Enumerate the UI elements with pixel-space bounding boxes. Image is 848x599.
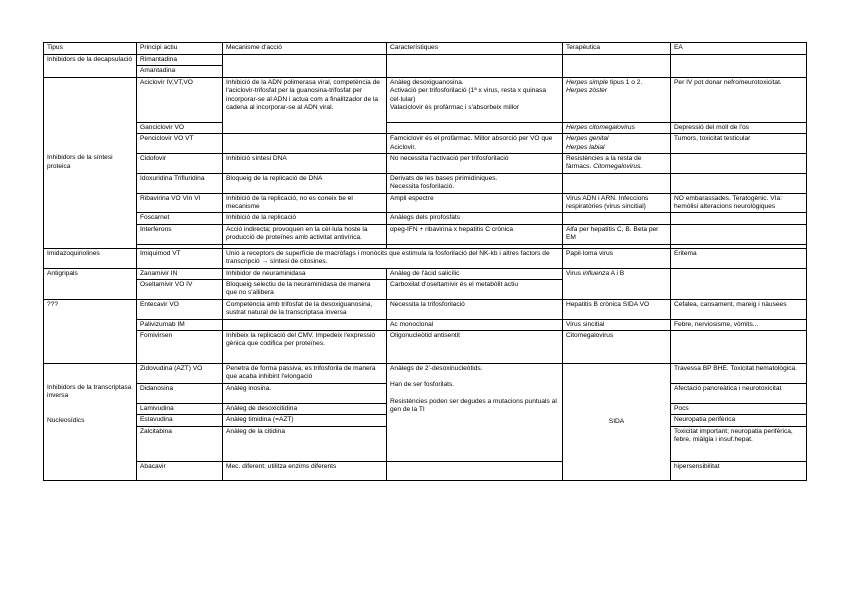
mechanism-cell: Inhibició de la replicació, no es coneix be el mecanisme: [223, 193, 387, 213]
therapeutics-cell: [563, 173, 671, 193]
adverse-effects-cell: Cefalea, cansament, mareig i nàusees: [671, 299, 807, 319]
adverse-effects-cell: [671, 268, 807, 299]
characteristics-cell: [387, 122, 563, 133]
drug-name: Penciclovir VO VT: [137, 134, 223, 154]
mechanism-cell: Inhibidor de neuraminidasa: [223, 268, 387, 279]
adverse-effects-cell: hipersensibilitat: [671, 461, 807, 480]
drug-name: Imiquimod VT: [137, 248, 223, 268]
characteristics-line: Necessita fosforilació.: [390, 183, 455, 191]
adverse-effects-cell: NO embarassades. Teratogènic. VIa: hemòlisi alteracions neurològiques: [671, 193, 807, 213]
therapeutics-cell: [563, 213, 671, 224]
adverse-effects-cell: Travessa BP BHE. Toxicitat hematològica.: [671, 363, 807, 383]
characteristics-cell: αpeg-IFN + ribavirina x hepatitis C crònica: [387, 224, 563, 244]
mechanism-cell: Inhibició de la ADN polimerasa viral, competència de l'aciclovir-trifosfat per la guanosina-trifosfat per incorporar-se al ADN i actua com a finalitzador de la cadena al incorporar-se al ADN viral.: [223, 77, 387, 133]
drug-name: Abacavir: [137, 461, 223, 480]
drug-name: Fomivirsen: [137, 330, 223, 363]
header-cell-drug: Principi actiu: [137, 43, 223, 55]
table-row: [44, 268, 807, 279]
table-row: [44, 55, 807, 66]
therapeutics-italic: Citomegalovirus.: [593, 163, 643, 171]
adverse-effects-cell: Neuropatia perifèrica: [671, 415, 807, 426]
mechanism-cell: [223, 319, 387, 330]
drug-name: Amantadina: [137, 66, 223, 77]
group-label: [44, 363, 137, 480]
mechanism-cell: Inhibició síntesi DNA: [223, 154, 387, 174]
therapeutics-cell: [563, 55, 671, 78]
therapeutics-cell: Virus ADN i ARN. Infeccions respiratòries (virus sincitial): [563, 193, 671, 213]
characteristics-cell: [387, 461, 563, 480]
characteristics-cell: Carboxilat d'oseltamivir és el metabòlit actiu: [387, 279, 563, 299]
drug-name: Rimantadina: [137, 55, 223, 66]
drug-name: Idoxuridina Trifluridina: [137, 173, 223, 193]
therapeutics-cell: [563, 77, 671, 122]
therapeutics-cell: Alfa per hepatitis C, B. Beta per EM: [563, 224, 671, 244]
mechanism-cell: Mec. diferent; utilitza enzims diferents: [223, 461, 387, 480]
table-row: [44, 154, 807, 174]
characteristics-cell: Famciclovir és el profàrmac. Millor absorció per VO que Aciclovir.: [387, 134, 563, 154]
therapeutics-cell: SIDA: [563, 363, 671, 480]
adverse-effects-cell: Per IV pot donar nefro/neurotoxicitat.: [671, 77, 807, 122]
characteristics-cell: [387, 173, 563, 193]
characteristics-line: Derivats de les bases pirimidíniques.: [390, 174, 498, 182]
adverse-effects-cell: Toxicitat important; neuropatia perifèrica, febre, miàlgia i insuf.hepat.: [671, 426, 807, 461]
mechanism-cell: Inhibeix la replicació del CMV. Impedeix l'expressió gènica que codifica per proteïnes.: [223, 330, 387, 363]
characteristics-cell: Ampli espectre: [387, 193, 563, 213]
therapeutics-italic: Herpes simple: [566, 78, 609, 86]
header-cell-type: Tipus: [44, 43, 137, 55]
characteristics-cell: Necessita la trifosforilació: [387, 299, 563, 319]
characteristics-cell: Anàlegs dels pirofosfats: [387, 213, 563, 224]
characteristics-line: Han de ser fosforilats.: [390, 381, 455, 389]
drug-name: Entecavir VO: [137, 299, 223, 319]
therapeutics-italic: Herpes genital: [566, 135, 609, 143]
therapeutics-text: tipus 1 o 2.: [608, 78, 643, 86]
drug-name: Aciclovir IV,VT,VO: [137, 77, 223, 122]
therapeutics-cell: Virus sincitial: [563, 319, 671, 330]
therapeutics-italic: influenza: [582, 269, 610, 277]
table-row: [44, 77, 807, 122]
mechanism-cell: Penetra de forma passiva, es trifosforila de manera que acaba inhibint l'elongació: [223, 363, 387, 383]
characteristics-line: Activació per trifosforilació (1ª x virus, resta x quinasa cel·lular): [390, 87, 546, 103]
adverse-effects-cell: [671, 224, 807, 244]
therapeutics-cell: Citomegalovirus: [563, 330, 671, 363]
drug-name: Zanamivir IN: [137, 268, 223, 279]
table-row: [44, 173, 807, 193]
characteristics-cell: [387, 55, 563, 78]
group-label-line: Inhibidors de la transcriptasa inversa: [47, 383, 132, 400]
drug-name: Zidovudina (AZT) VO: [137, 363, 223, 383]
therapeutics-cell: Herpes citomegalovirus: [563, 122, 671, 133]
characteristics-cell: No necessita l'activació per trifosforilació: [387, 154, 563, 174]
mechanism-cell: Competència amb trifosfat de la desoxiguanosina, sustrat natural de la transcriptasa inversa: [223, 299, 387, 319]
table-row: [44, 224, 807, 244]
table-row: [44, 461, 807, 480]
adverse-effects-cell: [671, 330, 807, 363]
adverse-effects-cell: [671, 154, 807, 174]
mechanism-cell: Anàleg de la citidina: [223, 426, 387, 461]
characteristics-line: Anàleg desoxiguanosina.: [390, 78, 464, 86]
drug-name: Foscarnet: [137, 213, 223, 224]
drug-table-document: [43, 42, 806, 481]
mechanism-cell: Bloqueig de la replicació de DNA: [223, 173, 387, 193]
adverse-effects-cell: [671, 55, 807, 78]
drug-name: Ganciclovir VO: [137, 122, 223, 133]
drug-name: Interferons: [137, 224, 223, 244]
mechanism-cell: Anàleg de desoxicitidina: [223, 403, 387, 414]
header-cell-adverse-effects: EA: [671, 43, 807, 55]
therapeutics-text: A i B: [609, 269, 625, 277]
group-label: Inhibidors de la síntesi proteica: [44, 77, 137, 248]
header-cell-therapeutics: Terapèutica: [563, 43, 671, 55]
drug-name: Ribavirina VO VIn VI: [137, 193, 223, 213]
group-label-line: Nucleosídics: [47, 416, 85, 424]
characteristics-line: Valaciclovir és profàrmac i s'absorbeix millor: [390, 104, 520, 112]
group-label: Inhibidors de la decapsulació: [44, 55, 137, 78]
drug-name: Estavudina: [137, 415, 223, 426]
table-row: [44, 319, 807, 330]
adverse-effects-cell: Eritema: [671, 248, 807, 268]
therapeutics-cell: Hepatitis B crònica SIDA VO: [563, 299, 671, 319]
mechanism-cell: Inhibició de la replicació: [223, 213, 387, 224]
header-row: [44, 43, 807, 55]
adverse-effects-cell: [671, 213, 807, 224]
therapeutics-cell: [563, 268, 671, 299]
mechanism-cell: Unió a receptors de superfície de macròfags i monòcits que estimula la fosforilació del NK-kb i altres factors de transcripció → síntesi de citosines.: [223, 248, 563, 268]
mechanism-cell: [223, 134, 387, 154]
table-row: [44, 193, 807, 213]
mechanism-cell: Acció indirecta; provoquen en la cèl·lula hoste la producció de proteïnes amb activitat antivírica.: [223, 224, 387, 244]
therapeutics-italic: Herpes zòster: [566, 87, 608, 95]
adverse-effects-cell: [671, 173, 807, 193]
adverse-effects-cell: Afectació pancreàtica i neurotoxicitat: [671, 383, 807, 403]
therapeutics-italic: Herpes labial: [566, 143, 605, 151]
table-row: [44, 213, 807, 224]
therapeutics-text: Virus: [566, 269, 583, 277]
mechanism-cell: [223, 55, 387, 78]
characteristics-line: Resistències poden ser degudes a mutacions puntuals al gen de la TI: [390, 397, 557, 414]
therapeutics-cell: [563, 154, 671, 174]
table-row: [44, 330, 807, 363]
group-label: Antigripals: [44, 268, 137, 299]
table-row: [44, 299, 807, 319]
drug-name: Oseltamivir VO IV: [137, 279, 223, 299]
characteristics-cell: [387, 77, 563, 122]
table-row: [44, 134, 807, 154]
adverse-effects-cell: Pocs: [671, 403, 807, 414]
mechanism-cell: Anàleg timidina (=AZT): [223, 415, 387, 426]
group-label: ???: [44, 299, 137, 363]
characteristics-cell: Ac monoclonal: [387, 319, 563, 330]
drug-name: Didanosina: [137, 383, 223, 403]
drug-name: Zalcitabina: [137, 426, 223, 461]
characteristics-cell: Anàleg de l'àcid salicílic: [387, 268, 563, 279]
table-row: [44, 122, 807, 133]
antiviral-drug-table: [43, 42, 807, 481]
drug-name: Palivizumab IM: [137, 319, 223, 330]
mechanism-cell: Anàleg inosina.: [223, 383, 387, 403]
therapeutics-cell: [563, 134, 671, 154]
table-row: [44, 363, 807, 383]
mechanism-cell: Bloqueig selectiu de la neuraminidasa de manera que no s'allibera: [223, 279, 387, 299]
header-cell-characteristics: Característiques: [387, 43, 563, 55]
characteristics-cell: Oligonucleòtid antisentit: [387, 330, 563, 363]
therapeutics-cell: Papil·loma virus: [563, 248, 671, 268]
therapeutics-text: Resistències a la resta de fàrmacs.: [566, 155, 642, 171]
drug-name: Cidofovir: [137, 154, 223, 174]
group-label: Imidazoquinolines: [44, 248, 137, 268]
table-row: [44, 248, 807, 268]
adverse-effects-cell: Tumors, toxicitat testicular: [671, 134, 807, 154]
adverse-effects-cell: Depressió del moll de l'os: [671, 122, 807, 133]
adverse-effects-cell: Febre, nerviosisme, vòmits...: [671, 319, 807, 330]
characteristics-cell: [387, 363, 563, 461]
characteristics-line: Anàlegs de 2'-desoxinucleòtids.: [390, 364, 483, 372]
header-cell-mechanism: Mecanisme d'acció: [223, 43, 387, 55]
drug-name: Lamivudina: [137, 403, 223, 414]
